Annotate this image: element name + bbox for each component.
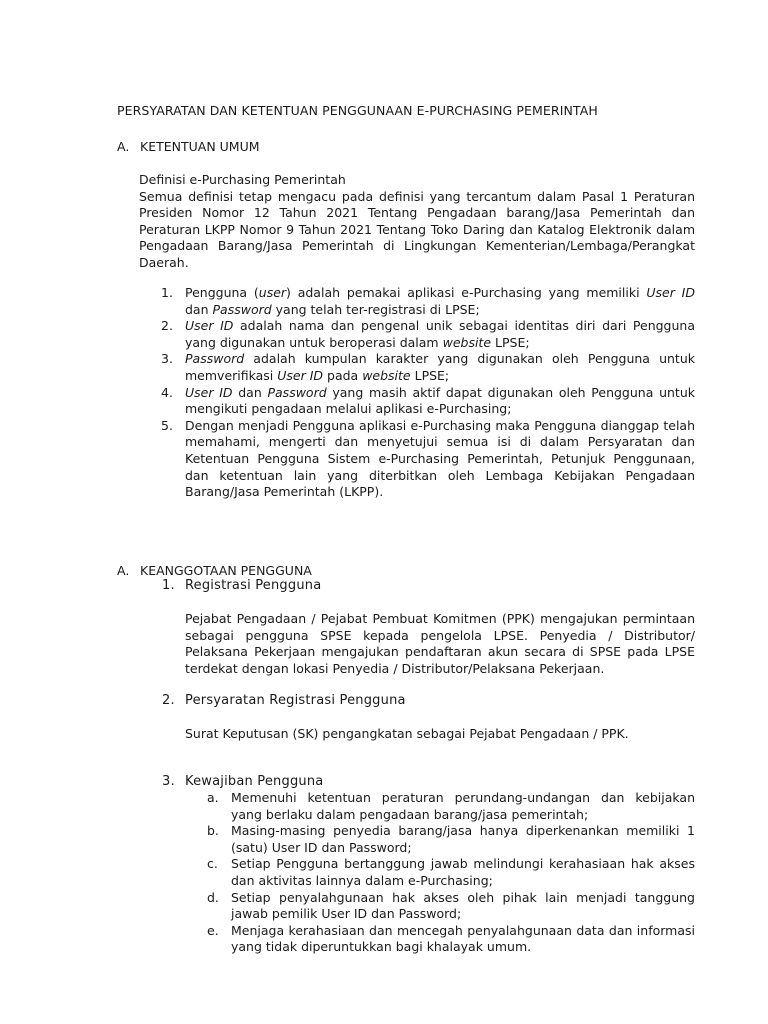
section-title: KEANGGOTAAN PENGGUNA xyxy=(140,563,312,578)
list-item: a. Memenuhi ketentuan peraturan perundang-undangan dan kebijakan yang berlaku dalam pengadaan barang/jasa pemerintah; xyxy=(207,790,695,822)
list-item: e. Menjaga kerahasiaan dan mencegah penyalahgunaan data dan informasi yang tidak diperuntukkan bagi khalayak umum. xyxy=(207,922,695,955)
definition-block xyxy=(139,172,695,272)
subsection-heading-persyaratan: 2. Persyaratan Registrasi Pengguna xyxy=(162,693,406,708)
persyaratan-paragraph: Surat Keputusan (SK) pengangkatan sebagai Pejabat Pengadaan / PPK. xyxy=(185,726,629,741)
definition-title: Definisi e-Purchasing Pemerintah xyxy=(139,172,346,187)
section-heading-ketentuan-umum xyxy=(117,139,260,154)
list-item: 5. Dengan menjadi Pengguna aplikasi e-Purchasing maka Pengguna dianggap telah memahami, mengerti dan menyetujui semua isi di dalam Persyaratan dan Ketentuan Pengguna Sistem e-Purchasing Pemerintah, Petunjuk Penggunaan, dan ketentuan lain yang diterbitkan oleh Lembaga Kebijakan Pengadaan Barang/Jasa Pemerintah (LKPP). xyxy=(161,417,695,500)
list-item: 2. User ID adalah nama dan pengenal unik sebagai identitas diri dari Pengguna yang digunakan untuk beroperasi dalam website LPSE; xyxy=(161,318,695,350)
list-item: 3. Password adalah kumpulan karakter yang digunakan oleh Pengguna untuk memverifikasi User ID pada website LPSE; xyxy=(161,351,695,383)
list-item: d. Setiap penyalahgunaan hak akses oleh pihak lain menjadi tanggung jawab pemilik User ID dan Password; xyxy=(207,889,695,922)
kewajiban-list xyxy=(207,790,695,956)
section-title: KETENTUAN UMUM xyxy=(140,139,260,154)
definition-paragraph: Semua definisi tetap mengacu pada definisi yang tercantum dalam Pasal 1 Peraturan Presiden Nomor 12 Tahun 2021 Tentang Pengadaan barang/Jasa Pemerintah dan Peraturan LKPP Nomor 9 Tahun 2021 Tentang Toko Daring dan Katalog Elektronik dalam Pengadaan Barang/Jasa Pemerintah di Lingkungan Kementerian/Lembaga/Perangkat Daerah. xyxy=(139,188,695,270)
definitions-list xyxy=(161,285,695,501)
subsection-heading-kewajiban: 3. Kewajiban Pengguna xyxy=(162,774,324,789)
subsection-heading-registrasi: 1. Registrasi Pengguna xyxy=(162,578,322,593)
section-letter: A. xyxy=(117,139,130,154)
registrasi-paragraph: Pejabat Pengadaan / Pejabat Pembuat Komitmen (PPK) mengajukan permintaan sebagai pengguna SPSE kepada pengelola LPSE. Penyedia / Distributor/ Pelaksana Pekerjaan mengajukan pendaftaran akun secara di SPSE pada LPSE terdekat dengan lokasi Penyedia / Distributor/Pelaksana Pekerjaan. xyxy=(185,611,695,676)
list-item: 4. User ID dan Password yang masih aktif dapat digunakan oleh Pengguna untuk mengikuti pengadaan melalui aplikasi e-Purchasing; xyxy=(161,384,695,417)
section-heading-keanggotaan xyxy=(117,563,312,578)
document-title: PERSYARATAN DAN KETENTUAN PENGGUNAAN E-PURCHASING PEMERINTAH xyxy=(117,103,598,118)
list-item: 1. Pengguna (user) adalah pemakai aplikasi e-Purchasing yang memiliki User ID dan Password yang telah ter-registrasi di LPSE; xyxy=(161,285,695,317)
list-item: c. Setiap Pengguna bertanggung jawab melindungi kerahasiaan hak akses dan aktivitas lainnya dalam e-Purchasing; xyxy=(207,856,695,888)
section-letter: A. xyxy=(117,563,130,578)
list-item: b. Masing-masing penyedia barang/jasa hanya diperkenankan memiliki 1 (satu) User ID dan Password; xyxy=(207,823,695,855)
